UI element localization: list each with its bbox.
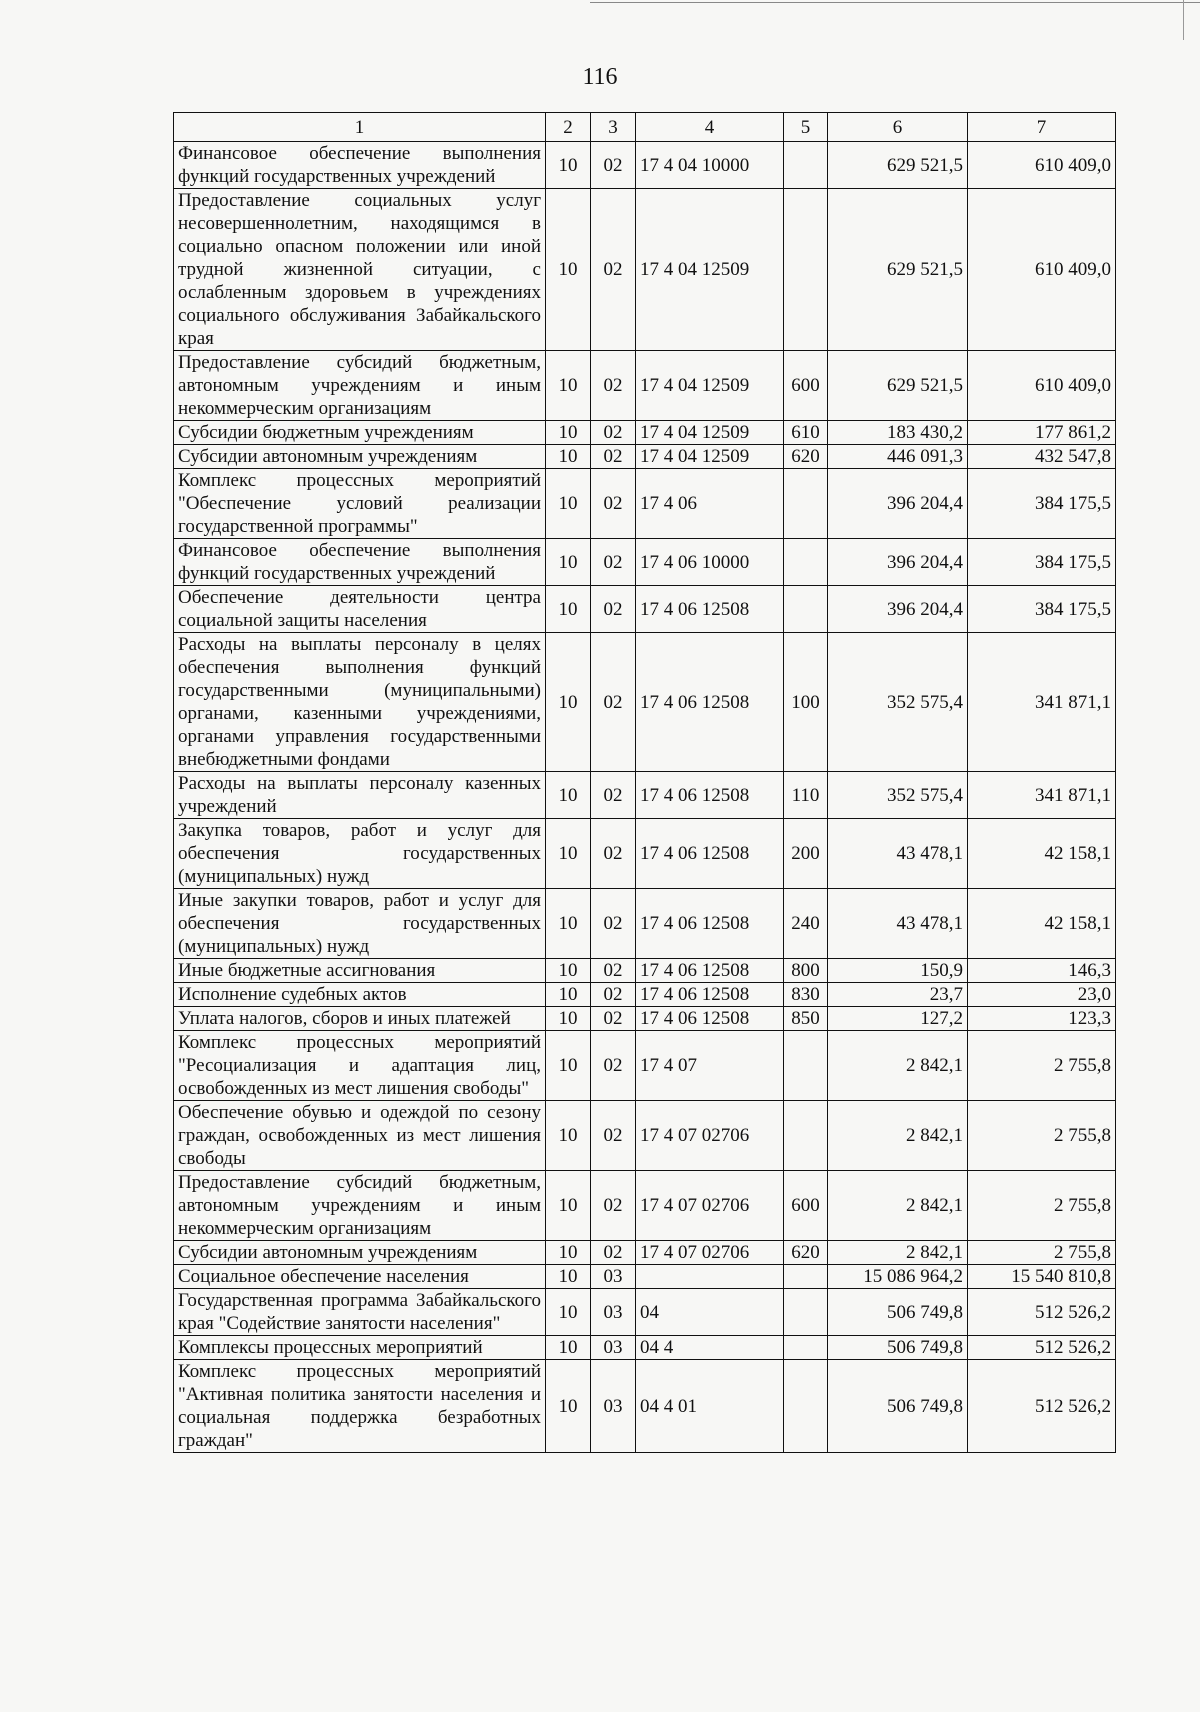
target-article-cell: 04 4 01 — [636, 1360, 784, 1453]
table-row — [174, 1265, 1116, 1289]
subsection-cell: 02 — [591, 1031, 636, 1101]
row-name-cell: Закупка товаров, работ и услуг для обеспечения государственных (муниципальных) нужд — [174, 819, 546, 889]
subsection-cell: 02 — [591, 469, 636, 539]
section-cell: 10 — [546, 586, 591, 633]
row-name-cell: Обеспечение деятельности центра социальной защиты населения — [174, 586, 546, 633]
amount-year2-cell: 23,0 — [968, 983, 1116, 1007]
row-name-cell: Расходы на выплаты персоналу казенных учреждений — [174, 772, 546, 819]
scan-edge-mark — [1183, 0, 1184, 40]
expense-type-cell: 610 — [784, 421, 828, 445]
table-row — [174, 142, 1116, 189]
section-cell: 10 — [546, 1360, 591, 1453]
expense-type-cell — [784, 539, 828, 586]
table-row — [174, 445, 1116, 469]
subsection-cell: 02 — [591, 351, 636, 421]
table-row — [174, 1101, 1116, 1171]
amount-year1-cell: 396 204,4 — [828, 539, 968, 586]
subsection-cell: 03 — [591, 1289, 636, 1336]
section-cell: 10 — [546, 421, 591, 445]
subsection-cell: 02 — [591, 1101, 636, 1171]
expense-type-cell: 240 — [784, 889, 828, 959]
row-name-cell: Комплекс процессных мероприятий "Ресоциализация и адаптация лиц, освобожденных из мест лишения свободы" — [174, 1031, 546, 1101]
table-row — [174, 819, 1116, 889]
subsection-cell: 02 — [591, 772, 636, 819]
column-header: 2 — [546, 113, 591, 142]
target-article-cell: 17 4 04 12509 — [636, 351, 784, 421]
subsection-cell: 02 — [591, 189, 636, 351]
expense-type-cell — [784, 1101, 828, 1171]
amount-year1-cell: 2 842,1 — [828, 1101, 968, 1171]
section-cell: 10 — [546, 819, 591, 889]
scan-edge-line — [590, 2, 1200, 3]
row-name-cell: Уплата налогов, сборов и иных платежей — [174, 1007, 546, 1031]
amount-year2-cell: 610 409,0 — [968, 142, 1116, 189]
section-cell: 10 — [546, 469, 591, 539]
amount-year2-cell: 2 755,8 — [968, 1031, 1116, 1101]
amount-year2-cell: 512 526,2 — [968, 1360, 1116, 1453]
section-cell: 10 — [546, 772, 591, 819]
amount-year2-cell: 2 755,8 — [968, 1241, 1116, 1265]
table-row — [174, 539, 1116, 586]
target-article-cell: 17 4 06 12508 — [636, 889, 784, 959]
table-row — [174, 633, 1116, 772]
expense-type-cell: 200 — [784, 819, 828, 889]
amount-year2-cell: 123,3 — [968, 1007, 1116, 1031]
subsection-cell: 03 — [591, 1360, 636, 1453]
amount-year1-cell: 396 204,4 — [828, 469, 968, 539]
target-article-cell: 04 4 — [636, 1336, 784, 1360]
expense-type-cell: 110 — [784, 772, 828, 819]
expense-type-cell: 830 — [784, 983, 828, 1007]
table-row — [174, 1289, 1116, 1336]
budget-table — [173, 112, 1116, 1453]
expense-type-cell — [784, 1336, 828, 1360]
amount-year2-cell: 610 409,0 — [968, 189, 1116, 351]
row-name-cell: Финансовое обеспечение выполнения функций государственных учреждений — [174, 539, 546, 586]
amount-year1-cell: 127,2 — [828, 1007, 968, 1031]
column-header: 5 — [784, 113, 828, 142]
expense-type-cell: 600 — [784, 1171, 828, 1241]
target-article-cell: 17 4 06 12508 — [636, 959, 784, 983]
section-cell: 10 — [546, 889, 591, 959]
subsection-cell: 02 — [591, 421, 636, 445]
table-row — [174, 1241, 1116, 1265]
target-article-cell: 17 4 07 02706 — [636, 1241, 784, 1265]
expense-type-cell — [784, 469, 828, 539]
section-cell: 10 — [546, 1031, 591, 1101]
expense-type-cell — [784, 1360, 828, 1453]
section-cell: 10 — [546, 189, 591, 351]
subsection-cell: 03 — [591, 1336, 636, 1360]
amount-year1-cell: 43 478,1 — [828, 819, 968, 889]
amount-year2-cell: 146,3 — [968, 959, 1116, 983]
table-row — [174, 1171, 1116, 1241]
table-row — [174, 959, 1116, 983]
subsection-cell: 02 — [591, 983, 636, 1007]
section-cell: 10 — [546, 1171, 591, 1241]
section-cell: 10 — [546, 983, 591, 1007]
section-cell: 10 — [546, 1336, 591, 1360]
amount-year1-cell: 352 575,4 — [828, 772, 968, 819]
subsection-cell: 03 — [591, 1265, 636, 1289]
expense-type-cell — [784, 1031, 828, 1101]
amount-year1-cell: 43 478,1 — [828, 889, 968, 959]
expense-type-cell — [784, 189, 828, 351]
row-name-cell: Субсидии бюджетным учреждениям — [174, 421, 546, 445]
row-name-cell: Социальное обеспечение населения — [174, 1265, 546, 1289]
amount-year2-cell: 177 861,2 — [968, 421, 1116, 445]
amount-year1-cell: 629 521,5 — [828, 142, 968, 189]
target-article-cell: 17 4 07 02706 — [636, 1101, 784, 1171]
column-header: 3 — [591, 113, 636, 142]
amount-year1-cell: 2 842,1 — [828, 1031, 968, 1101]
amount-year2-cell: 512 526,2 — [968, 1336, 1116, 1360]
row-name-cell: Предоставление субсидий бюджетным, автономным учреждениям и иным некоммерческим организациям — [174, 1171, 546, 1241]
amount-year2-cell: 15 540 810,8 — [968, 1265, 1116, 1289]
amount-year1-cell: 23,7 — [828, 983, 968, 1007]
section-cell: 10 — [546, 1101, 591, 1171]
subsection-cell: 02 — [591, 889, 636, 959]
target-article-cell: 17 4 06 12508 — [636, 633, 784, 772]
target-article-cell: 17 4 07 02706 — [636, 1171, 784, 1241]
row-name-cell: Комплексы процессных мероприятий — [174, 1336, 546, 1360]
subsection-cell: 02 — [591, 819, 636, 889]
table-row — [174, 1031, 1116, 1101]
target-article-cell: 17 4 06 12508 — [636, 983, 784, 1007]
column-header: 7 — [968, 113, 1116, 142]
table-row — [174, 983, 1116, 1007]
expense-type-cell: 620 — [784, 445, 828, 469]
expense-type-cell: 800 — [784, 959, 828, 983]
section-cell: 10 — [546, 633, 591, 772]
target-article-cell: 17 4 06 10000 — [636, 539, 784, 586]
amount-year1-cell: 352 575,4 — [828, 633, 968, 772]
section-cell: 10 — [546, 1241, 591, 1265]
amount-year2-cell: 610 409,0 — [968, 351, 1116, 421]
target-article-cell: 17 4 06 12508 — [636, 1007, 784, 1031]
row-name-cell: Комплекс процессных мероприятий "Активная политика занятости населения и социальная поддержка безработных граждан" — [174, 1360, 546, 1453]
row-name-cell: Иные бюджетные ассигнования — [174, 959, 546, 983]
subsection-cell: 02 — [591, 142, 636, 189]
expense-type-cell — [784, 142, 828, 189]
amount-year2-cell: 384 175,5 — [968, 469, 1116, 539]
row-name-cell: Субсидии автономным учреждениям — [174, 445, 546, 469]
amount-year2-cell: 512 526,2 — [968, 1289, 1116, 1336]
row-name-cell: Государственная программа Забайкальского края "Содействие занятости населения" — [174, 1289, 546, 1336]
subsection-cell: 02 — [591, 445, 636, 469]
row-name-cell: Обеспечение обувью и одеждой по сезону граждан, освобожденных из мест лишения свободы — [174, 1101, 546, 1171]
target-article-cell: 17 4 04 10000 — [636, 142, 784, 189]
table-row — [174, 1007, 1116, 1031]
column-header: 4 — [636, 113, 784, 142]
amount-year1-cell: 506 749,8 — [828, 1360, 968, 1453]
target-article-cell: 17 4 06 12508 — [636, 819, 784, 889]
expense-type-cell — [784, 1265, 828, 1289]
target-article-cell: 17 4 06 12508 — [636, 772, 784, 819]
amount-year2-cell: 341 871,1 — [968, 772, 1116, 819]
column-header: 1 — [174, 113, 546, 142]
expense-type-cell — [784, 1289, 828, 1336]
target-article-cell: 17 4 06 — [636, 469, 784, 539]
table-row — [174, 586, 1116, 633]
page-number: 116 — [582, 64, 618, 90]
section-cell: 10 — [546, 1007, 591, 1031]
amount-year1-cell: 15 086 964,2 — [828, 1265, 968, 1289]
table-row — [174, 1336, 1116, 1360]
table-row — [174, 421, 1116, 445]
amount-year1-cell: 506 749,8 — [828, 1336, 968, 1360]
target-article-cell: 17 4 04 12509 — [636, 189, 784, 351]
target-article-cell: 17 4 07 — [636, 1031, 784, 1101]
table-row — [174, 469, 1116, 539]
amount-year1-cell: 506 749,8 — [828, 1289, 968, 1336]
amount-year2-cell: 384 175,5 — [968, 539, 1116, 586]
section-cell: 10 — [546, 1289, 591, 1336]
amount-year2-cell: 2 755,8 — [968, 1171, 1116, 1241]
table-row — [174, 889, 1116, 959]
target-article-cell: 17 4 04 12509 — [636, 445, 784, 469]
table-row — [174, 1360, 1116, 1453]
amount-year1-cell: 446 091,3 — [828, 445, 968, 469]
amount-year2-cell: 42 158,1 — [968, 819, 1116, 889]
expense-type-cell: 600 — [784, 351, 828, 421]
amount-year1-cell: 2 842,1 — [828, 1241, 968, 1265]
amount-year1-cell: 629 521,5 — [828, 351, 968, 421]
amount-year2-cell: 2 755,8 — [968, 1101, 1116, 1171]
row-name-cell: Расходы на выплаты персоналу в целях обеспечения выполнения функций государственными (муниципальными) органами, казенными учреждениями, органами управления государственными внебюджетными фондами — [174, 633, 546, 772]
amount-year1-cell: 396 204,4 — [828, 586, 968, 633]
row-name-cell: Комплекс процессных мероприятий "Обеспечение условий реализации государственной программы" — [174, 469, 546, 539]
target-article-cell: 04 — [636, 1289, 784, 1336]
expense-type-cell: 100 — [784, 633, 828, 772]
section-cell: 10 — [546, 959, 591, 983]
subsection-cell: 02 — [591, 1007, 636, 1031]
subsection-cell: 02 — [591, 1171, 636, 1241]
target-article-cell: 17 4 06 12508 — [636, 586, 784, 633]
subsection-cell: 02 — [591, 1241, 636, 1265]
section-cell: 10 — [546, 351, 591, 421]
amount-year2-cell: 384 175,5 — [968, 586, 1116, 633]
target-article-cell — [636, 1265, 784, 1289]
section-cell: 10 — [546, 445, 591, 469]
amount-year1-cell: 629 521,5 — [828, 189, 968, 351]
expense-type-cell — [784, 586, 828, 633]
subsection-cell: 02 — [591, 959, 636, 983]
table-row — [174, 772, 1116, 819]
amount-year1-cell: 183 430,2 — [828, 421, 968, 445]
table-header-row — [174, 113, 1116, 142]
target-article-cell: 17 4 04 12509 — [636, 421, 784, 445]
section-cell: 10 — [546, 539, 591, 586]
table-row — [174, 351, 1116, 421]
column-header: 6 — [828, 113, 968, 142]
amount-year2-cell: 42 158,1 — [968, 889, 1116, 959]
amount-year2-cell: 432 547,8 — [968, 445, 1116, 469]
subsection-cell: 02 — [591, 586, 636, 633]
expense-type-cell: 620 — [784, 1241, 828, 1265]
row-name-cell: Финансовое обеспечение выполнения функций государственных учреждений — [174, 142, 546, 189]
row-name-cell: Предоставление социальных услуг несовершеннолетним, находящимся в социально опасном положении или иной трудной жизненной ситуации, с ослабленным здоровьем в учреждениях социального обслуживания Забайкальского края — [174, 189, 546, 351]
section-cell: 10 — [546, 142, 591, 189]
amount-year2-cell: 341 871,1 — [968, 633, 1116, 772]
row-name-cell: Иные закупки товаров, работ и услуг для обеспечения государственных (муниципальных) нужд — [174, 889, 546, 959]
subsection-cell: 02 — [591, 633, 636, 772]
row-name-cell: Исполнение судебных актов — [174, 983, 546, 1007]
row-name-cell: Субсидии автономным учреждениям — [174, 1241, 546, 1265]
row-name-cell: Предоставление субсидий бюджетным, автономным учреждениям и иным некоммерческим организациям — [174, 351, 546, 421]
amount-year1-cell: 2 842,1 — [828, 1171, 968, 1241]
table-row — [174, 189, 1116, 351]
subsection-cell: 02 — [591, 539, 636, 586]
section-cell: 10 — [546, 1265, 591, 1289]
amount-year1-cell: 150,9 — [828, 959, 968, 983]
expense-type-cell: 850 — [784, 1007, 828, 1031]
